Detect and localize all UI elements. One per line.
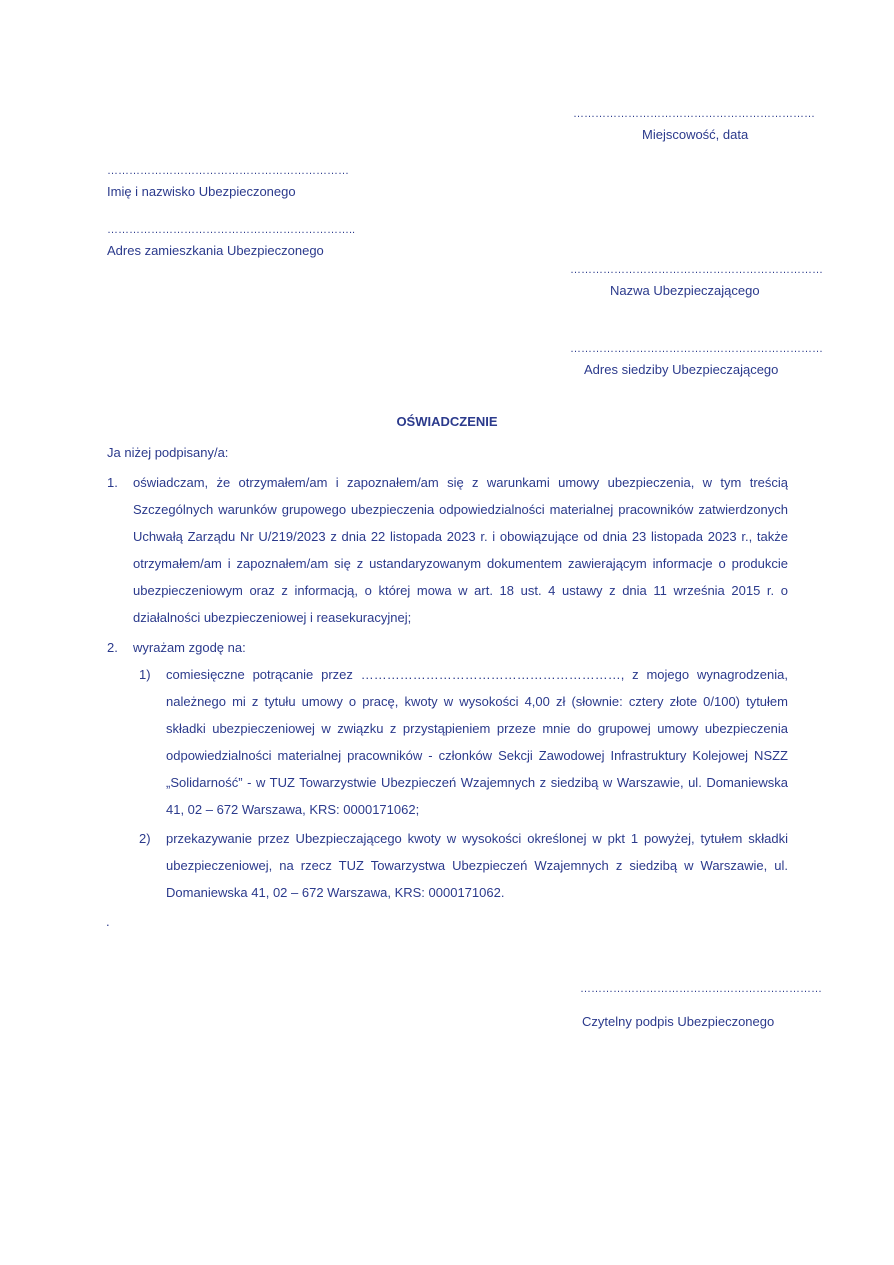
document-title: OŚWIADCZENIE [396,414,498,429]
subpoint-2-number: 2) [139,831,151,846]
insurer-address-label: Adres siedziby Ubezpieczającego [584,362,779,377]
insured-address-dots: ………………………………………………………….. [107,224,356,236]
signature-dots: ………………………………………………………… [580,983,822,995]
point-2-text: wyrażam zgodę na: [133,640,246,655]
point-1-number: 1. [107,475,118,490]
stray-period: . [106,914,110,929]
signature-label: Czytelny podpis Ubezpieczonego [582,1014,775,1029]
point-1-text: oświadczam, że otrzymałem/am i zapoznałem/am się z warunkami umowy ubezpieczenia, w tym treścią Szczególnych warunków grupowego ubezpieczenia odpowiedzialności materialnej pracowników zatwierdzonych Uchwałą Zarządu Nr U/219/2023 z dnia 22 listopada 2023 r. i obowiązujące od dnia 23 listopada 2023 r., także otrzymałem/am i zapoznałem/am się z ustandaryzowanym dokumentem zawierającym informacje o produkcie ubezpieczeniowym oraz z informacją, o której mowa w art. 18 ust. 4 ustawy z dnia 11 września 2015 r. o działalności ubezpieczeniowej i reasekuracyjnej; [133,475,788,625]
insured-name-label: Imię i nazwisko Ubezpieczonego [107,184,296,199]
insurer-name-dots: …………………………………………………………… [570,264,823,276]
insurer-name-label: Nazwa Ubezpieczającego [610,283,760,298]
place-date-dots: ………………………………………………………… [573,108,815,120]
insured-address-label: Adres zamieszkania Ubezpieczonego [107,243,324,258]
intro-text: Ja niżej podpisany/a: [107,445,229,460]
subpoint-2-text: przekazywanie przez Ubezpieczającego kwoty w wysokości określonej w pkt 1 powyżej, tytułem składki ubezpieczeniowej, na rzecz TUZ Towarzystwa Ubezpieczeń Wzajemnych z siedzibą w Warszawie, ul. Domaniewska 41, 02 – 672 Warszawa, KRS: 0000171062. [166,831,788,900]
subpoint-1-number: 1) [139,667,151,682]
insurer-address-dots: …………………………………………………………… [570,343,823,355]
point-2-number: 2. [107,640,118,655]
insured-name-dots: ………………………………………………………… [107,165,349,177]
place-date-label: Miejscowość, data [642,127,749,142]
subpoint-1-text: comiesięczne potrącanie przez ……………………………………………………, z mojego wynagrodzenia, należnego mi z tytułu umowy o pracę, kwoty w wysokości 4,00 zł (słownie: cztery złote 0/100) tytułem składki ubezpieczeniowej w związku z przystąpieniem przeze mnie do grupowej umowy ubezpieczenia odpowiedzialności materialnej pracowników - członków Sekcji Zawodowej Infrastruktury Kolejowej NSZZ „Solidarność” - w TUZ Towarzystwie Ubezpieczeń Wzajemnych z siedzibą w Warszawie, ul. Domaniewska 41, 02 – 672 Warszawa, KRS: 0000171062; [166,667,788,817]
